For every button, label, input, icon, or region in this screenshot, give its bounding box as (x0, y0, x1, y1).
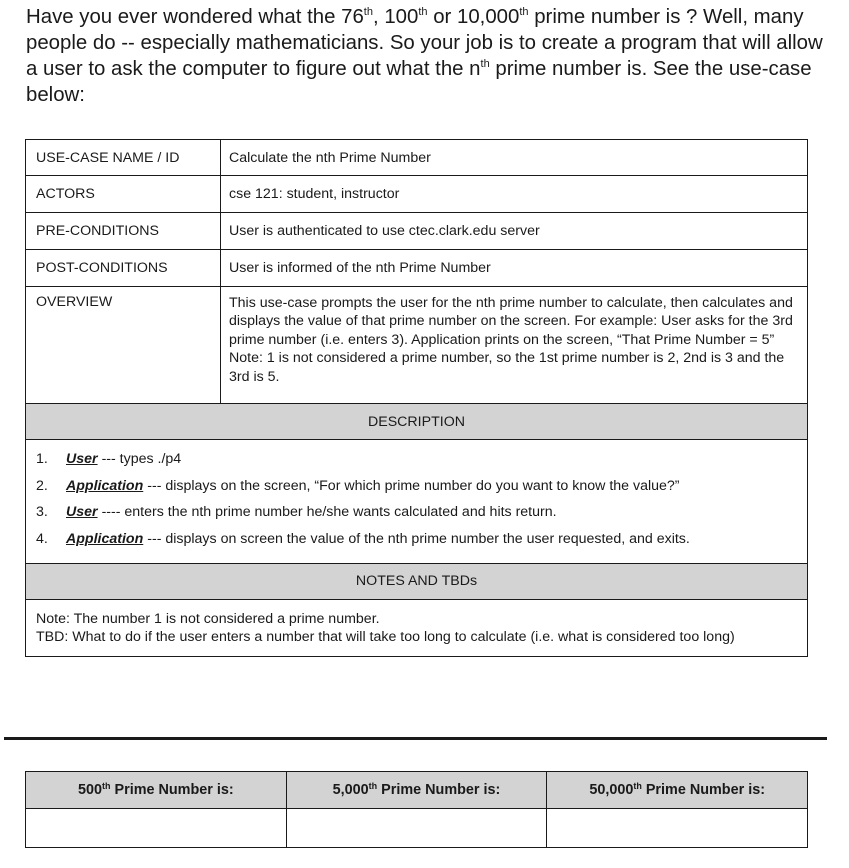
description-row (26, 440, 808, 564)
intro-superscript: th (480, 58, 490, 70)
step-item (36, 473, 799, 500)
overview-text: This use-case prompts the user for the nth prime number to calculate, then calculates and displays the value of that prime number on the screen. For example: User asks for the 3rd prime number (i.e. enters 3). Application prints on the screen, “That Prime Number = 5” (229, 295, 793, 348)
note-line: Note: The number 1 is not considered a prime number. (36, 610, 380, 627)
answer-header-5000th (286, 772, 547, 809)
ordinal-suffix: th (633, 781, 642, 791)
use-case-row-actors (26, 176, 808, 213)
row-label: USE-CASE NAME / ID (26, 140, 221, 176)
header-text: Prime Number is: (377, 782, 501, 798)
ordinal-suffix: th (368, 781, 378, 791)
intro-text: or 10,000 (427, 6, 520, 28)
answer-cell-5000th[interactable] (286, 809, 547, 848)
intro-text: prime number is. See the use-case below: (26, 58, 812, 106)
step-actor: User (66, 451, 98, 467)
tbd-line: TBD: What to do if the user enters a number that will take too long to calculate (i.e. what is considered too long) (36, 628, 735, 645)
answer-cell-50000th[interactable] (547, 809, 808, 848)
answers-header-row (26, 772, 808, 809)
row-value: User is authenticated to use ctec.clark.edu server (221, 213, 808, 250)
step-text: --- types ./p4 (101, 451, 182, 467)
step-item (36, 446, 799, 473)
row-label: ACTORS (26, 176, 221, 213)
use-case-table (25, 139, 808, 657)
answer-cell-500th[interactable] (26, 809, 287, 848)
intro-text: prime number is ? Well, many people do -- especially mathematicians. So your job is to create a program that will allow a user to ask the computer to figure out what the n (26, 6, 823, 80)
step-text: --- displays on the screen, “For which prime number do you want to know the value?” (147, 477, 680, 494)
header-text: Prime Number is: (641, 782, 765, 798)
answer-header-50000th (547, 772, 808, 809)
row-value: Calculate the nth Prime Number (221, 140, 808, 176)
ordinal-number: 500 (77, 782, 102, 798)
row-value: cse 121: student, instructor (221, 176, 808, 213)
use-case-row-overview (26, 287, 808, 404)
answers-table (25, 771, 808, 848)
row-value: User is informed of the nth Prime Number (221, 250, 808, 287)
notes-content (26, 599, 808, 656)
step-text: ---- enters the nth prime number he/she wants calculated and hits return. (101, 504, 557, 521)
step-number: 4. (36, 531, 48, 548)
use-case-row-name (26, 140, 808, 176)
ordinal-number: 5,000 (332, 782, 369, 798)
description-steps (26, 440, 808, 564)
answers-row (26, 809, 808, 848)
intro-text: Have you ever wondered what the 76 (26, 6, 364, 28)
notes-header-row (26, 563, 808, 599)
row-label: OVERVIEW (26, 287, 221, 404)
ordinal-suffix: th (102, 781, 111, 791)
step-item (36, 499, 799, 526)
description-header: DESCRIPTION (26, 404, 808, 440)
ordinal-number: 50,000 (589, 782, 634, 798)
intro-text: , 100 (372, 6, 419, 28)
row-label: PRE-CONDITIONS (26, 213, 221, 250)
notes-header: NOTES AND TBDs (26, 563, 808, 599)
intro-paragraph (26, 4, 826, 108)
step-number: 2. (36, 477, 48, 494)
header-text: Prime Number is: (110, 782, 234, 798)
horizontal-divider (4, 737, 827, 740)
use-case-row-preconditions (26, 213, 808, 250)
intro-superscript: th (363, 6, 373, 18)
step-item (36, 526, 799, 553)
answer-header-500th (26, 772, 287, 809)
step-actor: Application (66, 477, 144, 494)
step-actor: Application (66, 531, 144, 548)
description-header-row (26, 404, 808, 440)
row-label: POST-CONDITIONS (26, 250, 221, 287)
row-value (221, 287, 808, 404)
intro-superscript: th (519, 6, 529, 18)
intro-superscript: th (418, 6, 428, 18)
notes-row (26, 599, 808, 656)
step-actor: User (66, 504, 98, 521)
step-number: 3. (36, 504, 48, 521)
step-number: 1. (36, 451, 48, 467)
step-text: --- displays on screen the value of the nth prime number the user requested, and exits. (147, 531, 690, 548)
use-case-row-postconditions (26, 250, 808, 287)
overview-note: Note: 1 is not considered a prime number, so the 1st prime number is 2, 2nd is 3 and the 3rd is 5. (229, 350, 785, 385)
